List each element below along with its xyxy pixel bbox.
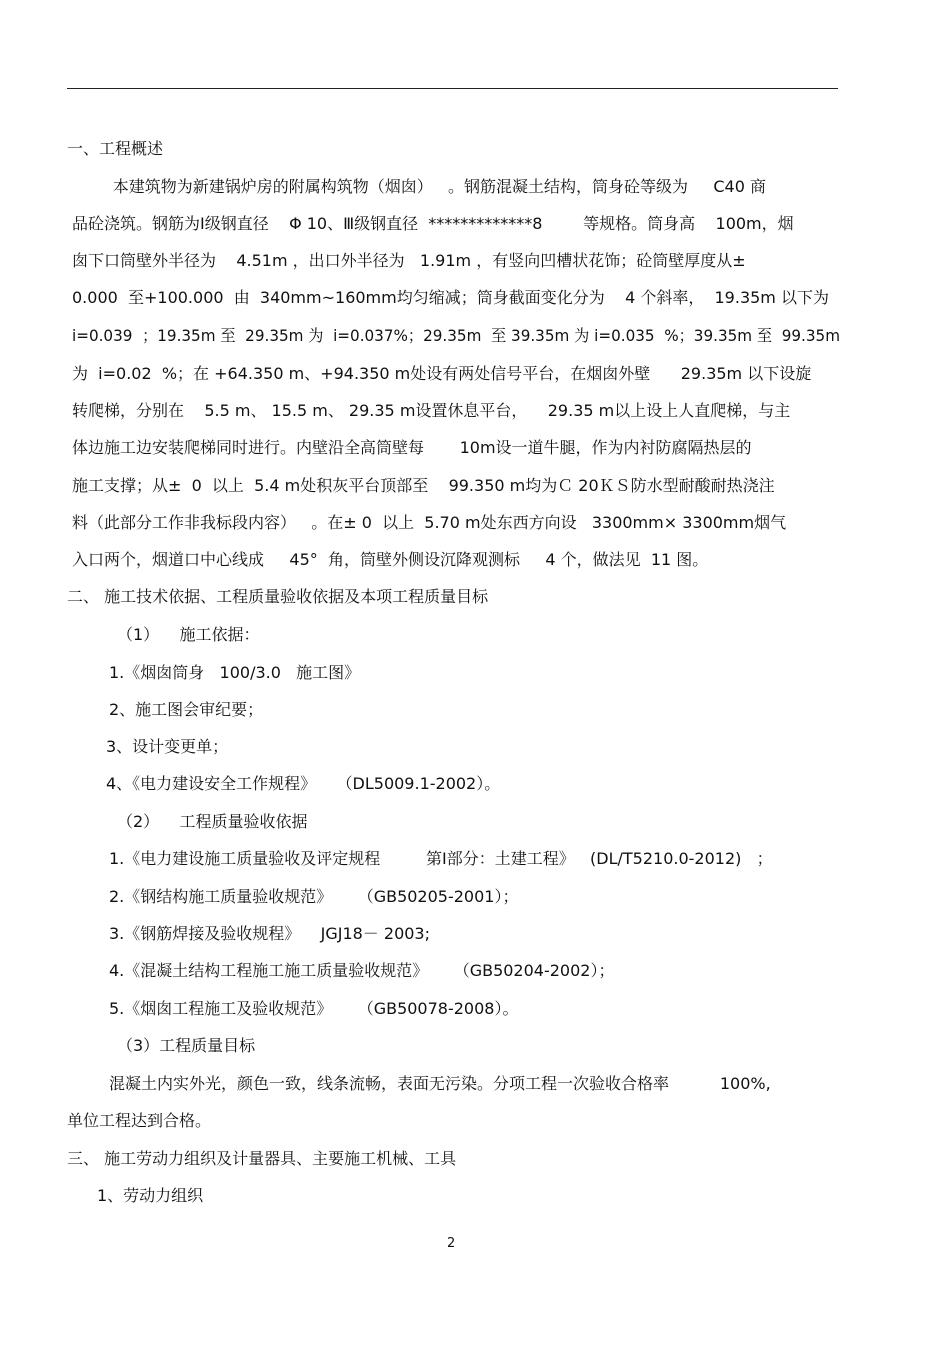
paragraph-line: 本建筑物为新建锅炉房的附属构筑物（烟囱） 。钢筋混凝土结构，筒身砼等级为 C40 商 [72,177,766,196]
paragraph-line: i=0.039 ；19.35m 至 29.35m 为 i=0.037%；29.35m 至 39.35m 为 i=0.035 %；39.35m 至 99.35m [72,326,841,345]
paragraph-line: 品砼浇筑。钢筋为Ⅰ级钢直径 Φ 10、Ⅲ级钢直径 *************8 等规格。筒身高 100m，烟 [72,214,794,233]
list-item: 1.《电力建设施工质量验收及评定规程 第Ⅰ部分：土建工程》 (DL/T5210.0-2012) ； [109,849,773,868]
paragraph-line: 转爬梯，分别在 5.5 m、 15.5 m、 29.35 m设置休息平台， 29.35 m以上设上人直爬梯，与主 [72,401,791,420]
list-item: 5.《烟囱工程施工及验收规范》 （GB50078-2008）。 [109,999,519,1018]
paragraph-line: 囱下口筒壁外半径为 4.51m ，出口外半径为 1.91m ，有竖向凹槽状花饰；砼筒壁厚度从± [72,251,746,270]
paragraph-line: 为 i=0.02 %；在 +64.350 m、+94.350 m处设有两处信号平台，在烟囱外壁 29.35m 以下设旋 [72,364,812,383]
list-item: 1.《烟囱筒身 100/3.0 施工图》 [109,663,361,682]
page-number: 2 [447,1236,456,1251]
paragraph-line: 单位工程达到合格。 [67,1111,212,1130]
list-item: 4、《电力建设安全工作规程》 （DL5009.1-2002）。 [106,774,501,793]
paragraph-line: 料（此部分工作非我标段内容） 。在± 0 以上 5.70 m处东西方向设 3300mm× 3300mm烟气 [72,513,787,532]
subsection-heading: （3）工程质量目标 [117,1036,256,1055]
section-heading-1: 一、工程概述 [67,139,164,158]
header-rule [67,88,838,89]
paragraph-line: 入口两个，烟道口中心线成 45° 角，筒壁外侧设沉降观测标 4 个，做法见 11 图。 [72,550,709,569]
subsection-heading: （2） 工程质量验收依据 [117,812,308,831]
paragraph-line: 混凝土内实外光，颜色一致，线条流畅，表面无污染。分项工程一次验收合格率 100%, [109,1074,771,1093]
list-item: 3、设计变更单； [106,737,229,756]
list-item: 3.《钢筋焊接及验收规程》 JGJ18－ 2003; [109,924,431,943]
paragraph-line: 体边施工边安装爬梯同时进行。内壁沿全高筒壁每 10m设一道牛腿，作为内衬防腐隔热层的 [72,438,752,457]
list-item: 2.《钢结构施工质量验收规范》 （GB50205-2001）； [109,887,519,906]
paragraph-line: 0.000 至+100.000 由 340mm~160mm均匀缩减；筒身截面变化分为 4 个斜率， 19.35m 以下为 [72,288,829,307]
list-item: 4.《混凝土结构工程施工施工质量验收规范》 （GB50204-2002）； [109,961,615,980]
paragraph-line: 施工支撑；从± 0 以上 5.4 m处积灰平台顶部至 99.350 m均为Ｃ 20ＫＳ防水型耐酸耐热浇注 [72,476,775,495]
section-heading-2: 二、 施工技术依据、工程质量验收依据及本项工程质量目标 [67,587,489,606]
section-heading-3: 三、 施工劳动力组织及计量器具、主要施工机械、工具 [67,1149,457,1168]
subsection-heading: （1） 施工依据： [117,625,260,644]
subsection-heading: 1、劳动力组织 [97,1186,204,1205]
list-item: 2、施工图会审纪要； [109,700,264,719]
